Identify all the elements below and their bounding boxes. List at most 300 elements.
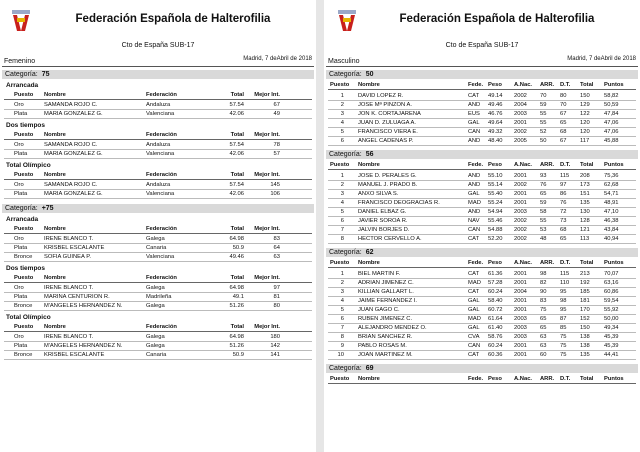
column-header-total: Total xyxy=(230,92,244,98)
section-title: Dos tiempos xyxy=(6,265,46,272)
cell-dt: 65 xyxy=(560,236,567,242)
table-row xyxy=(328,270,636,279)
cell-fede: CAT xyxy=(468,93,480,99)
cell-total: 173 xyxy=(580,182,590,188)
gender-label: Masculino xyxy=(328,58,360,65)
cell-puesto: Oro xyxy=(14,334,24,340)
cell-arr: 63 xyxy=(540,343,547,349)
table-row xyxy=(4,333,312,342)
cell-puesto: 6 xyxy=(340,316,344,322)
cell-total: 50.9 xyxy=(232,352,244,358)
cell-mejor: 145 xyxy=(270,182,280,188)
cell-fede: NAV xyxy=(468,218,480,224)
table-row xyxy=(328,324,636,333)
column-header-peso: Peso xyxy=(488,376,502,382)
cell-puesto: 5 xyxy=(340,209,344,215)
divider xyxy=(2,66,314,67)
cell-puntos: 55,92 xyxy=(604,307,619,313)
column-header-total: Total xyxy=(580,260,594,266)
cell-peso: 46.76 xyxy=(488,111,503,117)
cell-federacion: Galega xyxy=(146,236,165,242)
cell-nombre: ALEJANDRO MENDEZ O. xyxy=(358,325,427,331)
cell-peso: 54.88 xyxy=(488,227,503,233)
cell-dt: 75 xyxy=(560,352,567,358)
table-row xyxy=(328,208,636,217)
cell-puesto: 2 xyxy=(340,280,344,286)
cell-nombre: IRENE BLANCO T. xyxy=(44,285,94,291)
column-header-total: Total xyxy=(230,172,244,178)
section-title: Dos tiempos xyxy=(6,122,46,129)
cell-dt: 86 xyxy=(560,191,567,197)
cell-nombre: IRENE BLANCO T. xyxy=(44,334,94,340)
column-header-puesto: Puesto xyxy=(330,82,350,88)
column-header-nombre: Nombre xyxy=(44,92,66,98)
table-row xyxy=(328,333,636,342)
cell-fede: MAD xyxy=(468,316,481,322)
table-row xyxy=(328,315,636,324)
cell-puesto: 1 xyxy=(340,173,344,179)
column-header-total: Total xyxy=(580,82,594,88)
cell-puesto: 8 xyxy=(340,334,344,340)
table-row xyxy=(4,235,312,244)
table-header xyxy=(328,161,636,170)
cell-total: 57.54 xyxy=(229,142,244,148)
cell-mejor: 141 xyxy=(270,352,280,358)
cell-puesto: Oro xyxy=(14,285,24,291)
category-header xyxy=(326,248,638,257)
cell-puesto: 8 xyxy=(340,236,344,242)
column-header-nombre: Nombre xyxy=(358,260,380,266)
cell-dt: 65 xyxy=(560,120,567,126)
table-row xyxy=(328,92,636,101)
cell-fede: GAL xyxy=(468,298,480,304)
cell-nombre: JUAN GAGO C. xyxy=(358,307,400,313)
cell-dt: 80 xyxy=(560,93,567,99)
category-label: Categoría: xyxy=(329,151,362,158)
cell-puntos: 46,38 xyxy=(604,218,619,224)
cell-puntos: 43,84 xyxy=(604,227,619,233)
column-header-federacion: Federación xyxy=(146,172,177,178)
cell-total: 117 xyxy=(580,138,590,144)
column-header-peso: Peso xyxy=(488,162,502,168)
cell-federacion: Madrileña xyxy=(146,294,172,300)
cell-dt: 95 xyxy=(560,307,567,313)
cell-arr: 83 xyxy=(540,298,547,304)
cell-puesto: 2 xyxy=(340,102,344,108)
cell-dt: 85 xyxy=(560,325,567,331)
cell-peso: 48.40 xyxy=(488,138,503,144)
cell-anac: 2001 xyxy=(514,343,527,349)
cell-puesto: Plata xyxy=(14,111,28,117)
cell-nombre: SAMANDA ROJO C. xyxy=(44,182,98,188)
cell-arr: 76 xyxy=(540,182,547,188)
cell-nombre: SOFIA GUINEA P. xyxy=(44,254,91,260)
cell-anac: 2002 xyxy=(514,129,527,135)
cell-total: 113 xyxy=(580,236,590,242)
cell-total: 181 xyxy=(580,298,590,304)
cell-peso: 55.10 xyxy=(488,173,503,179)
column-header-puesto: Puesto xyxy=(14,132,34,138)
cell-fede: CVA xyxy=(468,334,480,340)
cell-dt: 97 xyxy=(560,182,567,188)
cell-total: 122 xyxy=(580,111,590,117)
column-header-federacion: Federación xyxy=(146,226,177,232)
column-header-federacion: Federación xyxy=(146,92,177,98)
column-header-peso: Peso xyxy=(488,260,502,266)
column-header-arr: ARR. xyxy=(540,260,555,266)
cell-puesto: 5 xyxy=(340,307,344,313)
cell-fede: EUS xyxy=(468,111,480,117)
cell-nombre: JALVIN BORJES D. xyxy=(358,227,410,233)
table-row xyxy=(328,217,636,226)
cell-total: 49.46 xyxy=(229,254,244,260)
cell-total: 42.06 xyxy=(229,191,244,197)
cell-anac: 2004 xyxy=(514,102,527,108)
cell-nombre: MARIA GONZALEZ G. xyxy=(44,111,103,117)
cell-total: 57.54 xyxy=(229,182,244,188)
cell-arr: 65 xyxy=(540,191,547,197)
cell-anac: 2001 xyxy=(514,298,527,304)
cell-nombre: JAVIER SOROA R. xyxy=(358,218,408,224)
cell-dt: 67 xyxy=(560,138,567,144)
cell-puesto: Plata xyxy=(14,191,28,197)
event-date: Madrid, 7 deAbril de 2018 xyxy=(243,56,312,62)
column-header-puesto: Puesto xyxy=(14,324,34,330)
cell-arr: 82 xyxy=(540,280,547,286)
cell-federacion: Andaluza xyxy=(146,142,171,148)
table-row xyxy=(4,141,312,150)
cell-peso: 49.46 xyxy=(488,102,503,108)
cell-puesto: 9 xyxy=(340,343,344,349)
cell-nombre: DANIEL ELBAZ G. xyxy=(358,209,407,215)
category-value: 56 xyxy=(365,151,374,158)
cell-nombre: RUBEN JIMENEZ C. xyxy=(358,316,413,322)
column-header-dt: D.T. xyxy=(560,260,571,266)
cell-mejor: 142 xyxy=(270,343,280,349)
section-title: Total Olímpico xyxy=(6,162,51,169)
cell-arr: 55 xyxy=(540,218,547,224)
cell-anac: 2001 xyxy=(514,352,527,358)
cell-anac: 2002 xyxy=(514,182,527,188)
cell-dt: 87 xyxy=(560,316,567,322)
cell-arr: 65 xyxy=(540,316,547,322)
cell-puntos: 40,94 xyxy=(604,236,619,242)
category-value: 50 xyxy=(365,71,374,78)
column-header-nombre: Nombre xyxy=(44,132,66,138)
category-label: Categoría: xyxy=(5,71,38,78)
cell-total: 51.26 xyxy=(229,343,244,349)
cell-anac: 2004 xyxy=(514,289,527,295)
cell-total: 138 xyxy=(580,334,590,340)
table-row xyxy=(328,297,636,306)
cell-arr: 55 xyxy=(540,111,547,117)
cell-arr: 65 xyxy=(540,325,547,331)
cell-fede: CAN xyxy=(468,129,481,135)
table-row xyxy=(328,279,636,288)
column-header-puesto: Puesto xyxy=(330,260,350,266)
cell-puntos: 44,41 xyxy=(604,352,619,358)
cell-nombre: JUAN D. ZULUAGA A. xyxy=(358,120,416,126)
column-header-puesto: Puesto xyxy=(14,172,34,178)
column-header-nombre: Nombre xyxy=(358,82,380,88)
table-row xyxy=(4,150,312,159)
cell-puesto: 3 xyxy=(340,111,344,117)
cell-puesto: 3 xyxy=(340,289,344,295)
cell-mejor: 80 xyxy=(273,303,280,309)
cell-total: 49.1 xyxy=(232,294,244,300)
cell-peso: 55.24 xyxy=(488,200,503,206)
table-row xyxy=(328,306,636,315)
cell-anac: 2001 xyxy=(514,191,527,197)
cell-fede: CAT xyxy=(468,236,480,242)
cell-fede: AND xyxy=(468,102,481,108)
cell-puesto: 4 xyxy=(340,120,344,126)
table-row xyxy=(328,190,636,199)
column-header-nombre: Nombre xyxy=(44,275,66,281)
cell-puntos: 45,39 xyxy=(604,334,619,340)
cell-puntos: 62,68 xyxy=(604,182,619,188)
cell-total: 50.9 xyxy=(232,245,244,251)
section-title: Arrancada xyxy=(6,216,39,223)
cell-puntos: 47,84 xyxy=(604,111,619,117)
column-header-puntos: Puntos xyxy=(604,260,624,266)
cell-arr: 55 xyxy=(540,120,547,126)
cell-arr: 58 xyxy=(540,209,547,215)
category-header xyxy=(2,70,314,79)
column-header-fede: Fede. xyxy=(468,260,484,266)
cell-arr: 70 xyxy=(540,93,547,99)
column-header-fede: Fede. xyxy=(468,376,484,382)
cell-anac: 2001 xyxy=(514,200,527,206)
cell-federacion: Valenciana xyxy=(146,254,175,260)
cell-federacion: Valenciana xyxy=(146,191,175,197)
column-header-puntos: Puntos xyxy=(604,162,624,168)
column-header-total: Total xyxy=(580,162,594,168)
table-row xyxy=(4,190,312,199)
cell-puntos: 50,00 xyxy=(604,316,619,322)
table-header xyxy=(4,131,312,140)
table-row xyxy=(4,302,312,311)
table-row xyxy=(328,137,636,146)
cell-mejor: 49 xyxy=(273,111,280,117)
cell-peso: 61.36 xyxy=(488,271,503,277)
cell-total: 192 xyxy=(580,280,590,286)
cell-dt: 67 xyxy=(560,111,567,117)
cell-federacion: Galega xyxy=(146,303,165,309)
cell-nombre: SAMANDA ROJO C. xyxy=(44,102,98,108)
cell-total: 138 xyxy=(580,343,590,349)
cell-puesto: Oro xyxy=(14,236,24,242)
cell-puesto: 7 xyxy=(340,227,344,233)
cell-puntos: 45,39 xyxy=(604,343,619,349)
cell-anac: 2003 xyxy=(514,316,527,322)
column-header-fede: Fede. xyxy=(468,82,484,88)
event-subtitle: Cto de España SUB-17 xyxy=(445,42,519,49)
column-header-dt: D.T. xyxy=(560,376,571,382)
cell-anac: 2001 xyxy=(514,271,527,277)
category-value: 75 xyxy=(41,71,50,78)
cell-nombre: FRANCISCO DEOGRACIAS R. xyxy=(358,200,440,206)
cell-peso: 49.32 xyxy=(488,129,503,135)
column-header-mejor: Mejor Int. xyxy=(254,226,280,232)
cell-puesto: 7 xyxy=(340,325,344,331)
category-label: Categoría: xyxy=(329,249,362,256)
cell-federacion: Valenciana xyxy=(146,151,175,157)
column-header-mejor: Mejor Int. xyxy=(254,275,280,281)
cell-federacion: Andaluza xyxy=(146,182,171,188)
column-header-total: Total xyxy=(230,324,244,330)
cell-total: 135 xyxy=(580,200,590,206)
cell-nombre: MARIA GONZALEZ G. xyxy=(44,191,103,197)
cell-fede: GAL xyxy=(468,307,480,313)
table-row xyxy=(4,351,312,360)
cell-dt: 72 xyxy=(560,209,567,215)
cell-nombre: IRENE BLANCO T. xyxy=(44,236,94,242)
cell-nombre: DAVID LOPEZ R. xyxy=(358,93,404,99)
cell-puntos: 59,54 xyxy=(604,298,619,304)
cell-arr: 52 xyxy=(540,129,547,135)
cell-nombre: JOSE D. PERALES G. xyxy=(358,173,417,179)
cell-fede: AND xyxy=(468,173,481,179)
table-header xyxy=(328,375,636,384)
cell-federacion: Valenciana xyxy=(146,111,175,117)
table-row xyxy=(328,342,636,351)
table-row xyxy=(328,235,636,244)
cell-total: 213 xyxy=(580,271,590,277)
cell-peso: 49.14 xyxy=(488,93,503,99)
table-row xyxy=(328,110,636,119)
cell-puesto: 5 xyxy=(340,129,344,135)
cell-federacion: Canaria xyxy=(146,245,167,251)
cell-total: 135 xyxy=(580,352,590,358)
cell-total: 121 xyxy=(580,227,590,233)
cell-anac: 2001 xyxy=(514,280,527,286)
cell-nombre: KRISBEL ESCALANTE xyxy=(44,245,105,251)
category-value: 62 xyxy=(365,249,374,256)
column-header-nombre: Nombre xyxy=(44,226,66,232)
cell-total: 152 xyxy=(580,316,590,322)
cell-total: 208 xyxy=(580,173,590,179)
table-header xyxy=(328,259,636,268)
cell-anac: 2003 xyxy=(514,111,527,117)
cell-fede: CAN xyxy=(468,343,481,349)
column-header-nombre: Nombre xyxy=(44,324,66,330)
cell-puntos: 60,86 xyxy=(604,289,619,295)
cell-anac: 2001 xyxy=(514,120,527,126)
category-value: 69 xyxy=(365,365,374,372)
cell-puesto: 4 xyxy=(340,298,344,304)
cell-puesto: 10 xyxy=(337,352,344,358)
cell-fede: AND xyxy=(468,182,481,188)
cell-puntos: 50,59 xyxy=(604,102,619,108)
cell-federacion: Galega xyxy=(146,334,165,340)
cell-arr: 50 xyxy=(540,138,547,144)
cell-arr: 53 xyxy=(540,227,547,233)
cell-nombre: MANUEL J. PRADO B. xyxy=(358,182,418,188)
table-row xyxy=(4,110,312,119)
cell-fede: CAN xyxy=(468,227,481,233)
category-header xyxy=(2,204,314,213)
cell-puntos: 47,06 xyxy=(604,129,619,135)
cell-dt: 75 xyxy=(560,343,567,349)
cell-peso: 60.36 xyxy=(488,352,503,358)
cell-peso: 55.40 xyxy=(488,191,503,197)
column-header-arr: ARR. xyxy=(540,82,555,88)
page-title: Federación Española de Halterofilia xyxy=(399,13,595,25)
cell-nombre: JAIME FERNANDEZ I. xyxy=(358,298,417,304)
table-row xyxy=(4,244,312,253)
cell-anac: 2002 xyxy=(514,236,527,242)
cell-fede: MAD xyxy=(468,200,481,206)
cell-fede: AND xyxy=(468,209,481,215)
cell-puntos: 47,10 xyxy=(604,209,619,215)
column-header-peso: Peso xyxy=(488,82,502,88)
column-header-puesto: Puesto xyxy=(14,226,34,232)
cell-nombre: KILLIAN GALLART L. xyxy=(358,289,414,295)
cell-fede: CAT xyxy=(468,352,480,358)
results-page-masculino xyxy=(324,0,640,452)
table-row xyxy=(328,199,636,208)
cell-puntos: 58,82 xyxy=(604,93,619,99)
cell-total: 129 xyxy=(580,102,590,108)
cell-dt: 115 xyxy=(560,173,570,179)
cell-puntos: 70,07 xyxy=(604,271,619,277)
cell-puntos: 49,34 xyxy=(604,325,619,331)
page-gutter xyxy=(316,0,324,452)
cell-fede: GAL xyxy=(468,325,480,331)
category-header xyxy=(326,364,638,373)
column-header-puntos: Puntos xyxy=(604,82,624,88)
cell-puesto: Plata xyxy=(14,294,28,300)
table-row xyxy=(328,172,636,181)
column-header-mejor: Mejor Int. xyxy=(254,172,280,178)
category-header xyxy=(326,70,638,79)
cell-arr: 60 xyxy=(540,352,547,358)
cell-federacion: Andaluza xyxy=(146,102,171,108)
results-page-femenino xyxy=(0,0,316,452)
table-row xyxy=(328,181,636,190)
column-header-anac: A.Nac. xyxy=(514,162,533,168)
cell-mejor: 83 xyxy=(273,236,280,242)
cell-puesto: Bronce xyxy=(14,254,33,260)
column-header-anac: A.Nac. xyxy=(514,376,533,382)
cell-dt: 75 xyxy=(560,334,567,340)
cell-fede: CAT xyxy=(468,289,480,295)
cell-anac: 2003 xyxy=(514,209,527,215)
table-row xyxy=(328,351,636,360)
column-header-total: Total xyxy=(230,132,244,138)
column-header-puesto: Puesto xyxy=(330,162,350,168)
cell-puesto: 2 xyxy=(340,182,344,188)
cell-peso: 49.64 xyxy=(488,120,503,126)
event-subtitle: Cto de España SUB-17 xyxy=(121,42,195,49)
column-header-federacion: Federación xyxy=(146,275,177,281)
cell-nombre: MARIA GONZALEZ G. xyxy=(44,151,103,157)
cell-peso: 54.94 xyxy=(488,209,503,215)
cell-total: 64.98 xyxy=(229,236,244,242)
cell-puesto: 6 xyxy=(340,218,344,224)
cell-puntos: 47,06 xyxy=(604,120,619,126)
cell-mejor: 78 xyxy=(273,142,280,148)
table-row xyxy=(4,284,312,293)
category-header xyxy=(326,150,638,159)
cell-peso: 55.14 xyxy=(488,182,503,188)
cell-puesto: 3 xyxy=(340,191,344,197)
table-row xyxy=(328,101,636,110)
cell-total: 151 xyxy=(580,191,590,197)
cell-puesto: Plata xyxy=(14,245,28,251)
cell-dt: 95 xyxy=(560,289,567,295)
